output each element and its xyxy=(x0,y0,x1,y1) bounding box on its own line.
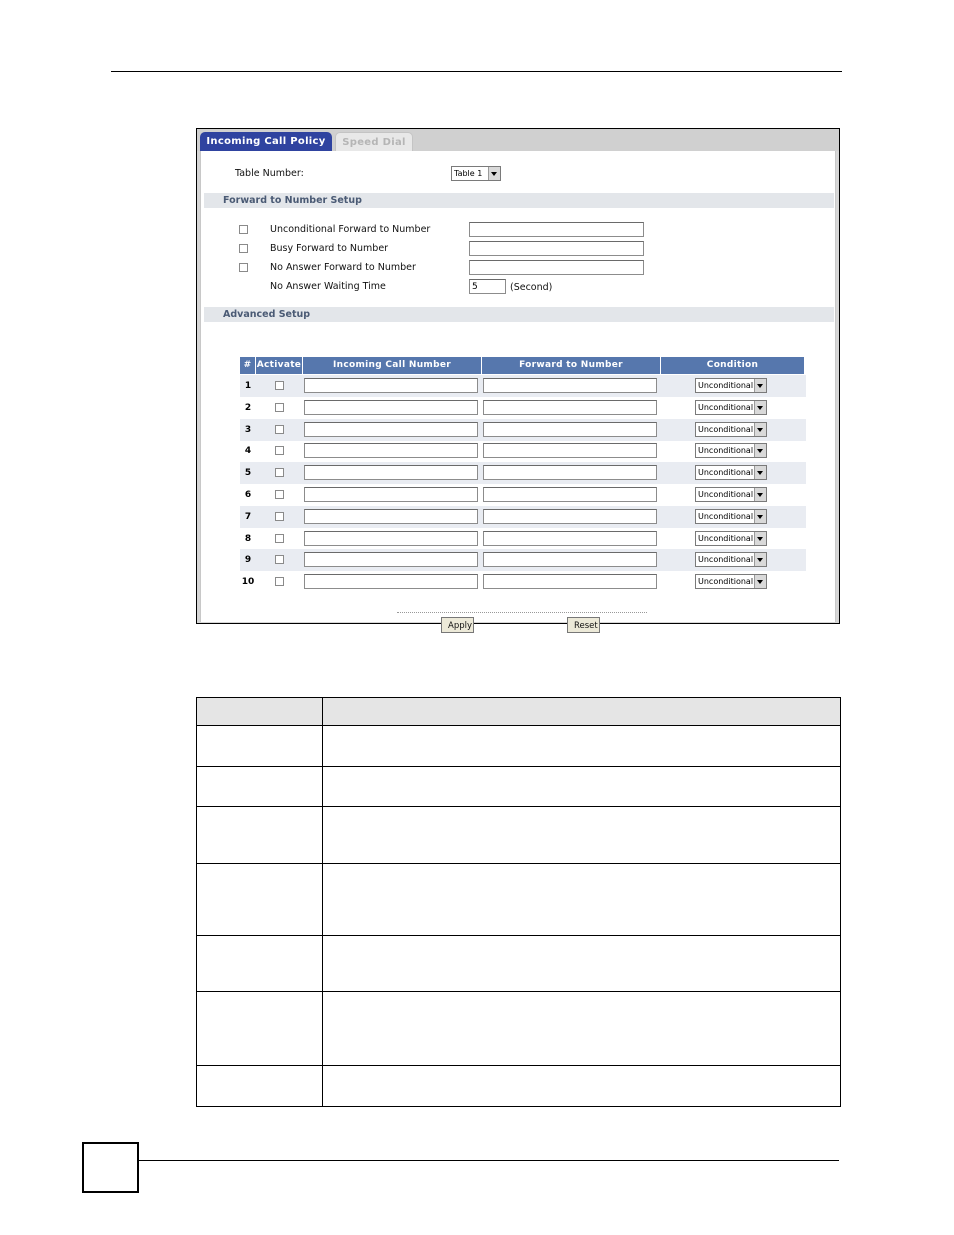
forward-section-header: Forward to Number Setup xyxy=(204,193,834,208)
condition-select[interactable] xyxy=(695,465,767,480)
forward-to-number-input[interactable] xyxy=(483,422,657,437)
incoming-call-number-input[interactable] xyxy=(304,552,478,567)
forward-to-number-input[interactable] xyxy=(483,509,657,524)
incoming-call-number-input[interactable] xyxy=(304,443,478,458)
row-number: 9 xyxy=(244,555,252,566)
condition-select[interactable] xyxy=(695,574,767,589)
incoming-call-number-input[interactable] xyxy=(304,574,478,589)
waiting-time-input[interactable] xyxy=(469,279,506,294)
activate-checkbox[interactable] xyxy=(275,468,284,477)
unconditional-forward-input[interactable] xyxy=(469,222,644,237)
condition-value: Unconditional xyxy=(698,424,754,434)
table-row xyxy=(197,864,841,936)
header-rule xyxy=(111,71,842,72)
table-number-value: Table 1 xyxy=(454,169,483,178)
table-number-label: Table Number: xyxy=(235,168,304,179)
condition-value: Unconditional xyxy=(698,446,754,456)
activate-checkbox[interactable] xyxy=(275,446,284,455)
no-answer-forward-input[interactable] xyxy=(469,260,644,275)
col-condition: Condition xyxy=(661,357,804,374)
condition-value: Unconditional xyxy=(698,381,754,390)
table-row xyxy=(240,440,806,462)
chevron-down-icon[interactable] xyxy=(754,532,766,545)
busy-forward-label: Busy Forward to Number xyxy=(270,243,389,254)
incoming-call-number-input[interactable] xyxy=(304,422,478,437)
condition-select[interactable] xyxy=(695,552,767,567)
chevron-down-icon[interactable] xyxy=(754,510,766,523)
table-row xyxy=(240,571,806,593)
col-forward-to-number: Forward to Number xyxy=(482,357,660,374)
tab-incoming-call-policy[interactable]: Incoming Call Policy xyxy=(200,132,332,151)
chevron-down-icon[interactable] xyxy=(754,379,766,392)
table-row xyxy=(240,528,806,550)
condition-select[interactable] xyxy=(695,400,767,415)
activate-checkbox[interactable] xyxy=(275,381,284,390)
condition-select[interactable] xyxy=(695,531,767,546)
row-number: 7 xyxy=(244,511,252,522)
col-incoming-call-number: Incoming Call Number xyxy=(303,357,481,374)
forward-to-number-input[interactable] xyxy=(483,574,657,589)
condition-value: Unconditional xyxy=(698,402,754,412)
condition-value: Unconditional xyxy=(698,577,754,587)
table-row xyxy=(240,506,806,528)
chevron-down-icon[interactable] xyxy=(754,575,766,588)
apply-button[interactable]: Apply xyxy=(441,617,474,633)
waiting-time-label: No Answer Waiting Time xyxy=(270,281,386,292)
table-row xyxy=(240,484,806,506)
table-row xyxy=(197,698,841,726)
table-row xyxy=(240,549,806,571)
unconditional-forward-checkbox[interactable] xyxy=(239,225,248,234)
table-row xyxy=(197,807,841,864)
table-row xyxy=(197,1066,841,1107)
condition-select[interactable] xyxy=(695,422,767,437)
incoming-call-number-input[interactable] xyxy=(304,509,478,524)
activate-checkbox[interactable] xyxy=(275,555,284,564)
chevron-down-icon[interactable] xyxy=(754,401,766,414)
forward-to-number-input[interactable] xyxy=(483,400,657,415)
waiting-time-unit: (Second) xyxy=(510,282,553,293)
condition-select[interactable] xyxy=(695,443,767,458)
row-number: 6 xyxy=(244,490,252,500)
incoming-call-number-input[interactable] xyxy=(304,465,478,480)
forward-to-number-input[interactable] xyxy=(483,531,657,546)
table-row xyxy=(240,397,806,419)
condition-value: Unconditional xyxy=(698,468,754,478)
incoming-call-number-input[interactable] xyxy=(304,400,478,415)
chevron-down-icon[interactable] xyxy=(754,423,766,436)
incoming-call-number-input[interactable] xyxy=(304,378,478,393)
forward-to-number-input[interactable] xyxy=(483,487,657,502)
condition-select[interactable] xyxy=(695,487,767,502)
page-number-box xyxy=(82,1142,139,1193)
row-number: 2 xyxy=(244,402,252,413)
chevron-down-icon[interactable] xyxy=(754,553,766,566)
activate-checkbox[interactable] xyxy=(275,403,284,412)
settings-panel xyxy=(200,151,836,631)
incoming-call-number-input[interactable] xyxy=(304,531,478,546)
table-number-select[interactable] xyxy=(451,166,501,181)
condition-select[interactable] xyxy=(695,378,767,393)
button-divider xyxy=(397,612,647,613)
row-number: 8 xyxy=(244,533,252,544)
no-answer-forward-checkbox[interactable] xyxy=(239,263,248,272)
activate-checkbox[interactable] xyxy=(275,534,284,543)
condition-value: Unconditional xyxy=(698,490,754,499)
chevron-down-icon[interactable] xyxy=(754,444,766,457)
tab-bar xyxy=(197,129,839,151)
activate-checkbox[interactable] xyxy=(275,425,284,434)
row-number: 5 xyxy=(244,468,252,479)
condition-value: Unconditional xyxy=(698,511,754,521)
condition-select[interactable] xyxy=(695,509,767,524)
forward-to-number-input[interactable] xyxy=(483,443,657,458)
busy-forward-input[interactable] xyxy=(469,241,644,256)
condition-value: Unconditional xyxy=(698,555,754,565)
table-row xyxy=(197,936,841,992)
activate-checkbox[interactable] xyxy=(275,512,284,521)
footer-rule xyxy=(139,1160,839,1161)
table-row xyxy=(240,419,806,441)
table-row xyxy=(197,992,841,1066)
table-row xyxy=(197,767,841,807)
forward-to-number-input[interactable] xyxy=(483,552,657,567)
chevron-down-icon[interactable] xyxy=(754,466,766,479)
col-number: # xyxy=(240,357,255,374)
row-number: 10 xyxy=(241,577,255,588)
chevron-down-icon[interactable] xyxy=(488,167,500,180)
table-row xyxy=(197,726,841,767)
unconditional-forward-label: Unconditional Forward to Number xyxy=(270,224,431,235)
forward-to-number-input[interactable] xyxy=(483,378,657,393)
advanced-section-header: Advanced Setup xyxy=(204,307,834,322)
activate-checkbox[interactable] xyxy=(275,577,284,586)
description-table xyxy=(196,697,841,1107)
col-activate: Activate xyxy=(256,357,302,374)
incoming-call-number-input[interactable] xyxy=(304,487,478,502)
activate-checkbox[interactable] xyxy=(275,490,284,499)
tab-speed-dial[interactable]: Speed Dial xyxy=(335,132,413,151)
no-answer-forward-label: No Answer Forward to Number xyxy=(270,262,416,273)
chevron-down-icon[interactable] xyxy=(754,488,766,501)
reset-button[interactable]: Reset xyxy=(567,617,600,633)
busy-forward-checkbox[interactable] xyxy=(239,244,248,253)
screenshot-frame xyxy=(196,128,840,631)
forward-to-number-input[interactable] xyxy=(483,465,657,480)
row-number: 1 xyxy=(244,381,252,391)
table-row xyxy=(240,375,806,397)
row-number: 4 xyxy=(244,446,252,457)
table-row xyxy=(240,462,806,484)
row-number: 3 xyxy=(244,424,252,435)
condition-value: Unconditional xyxy=(698,533,754,543)
